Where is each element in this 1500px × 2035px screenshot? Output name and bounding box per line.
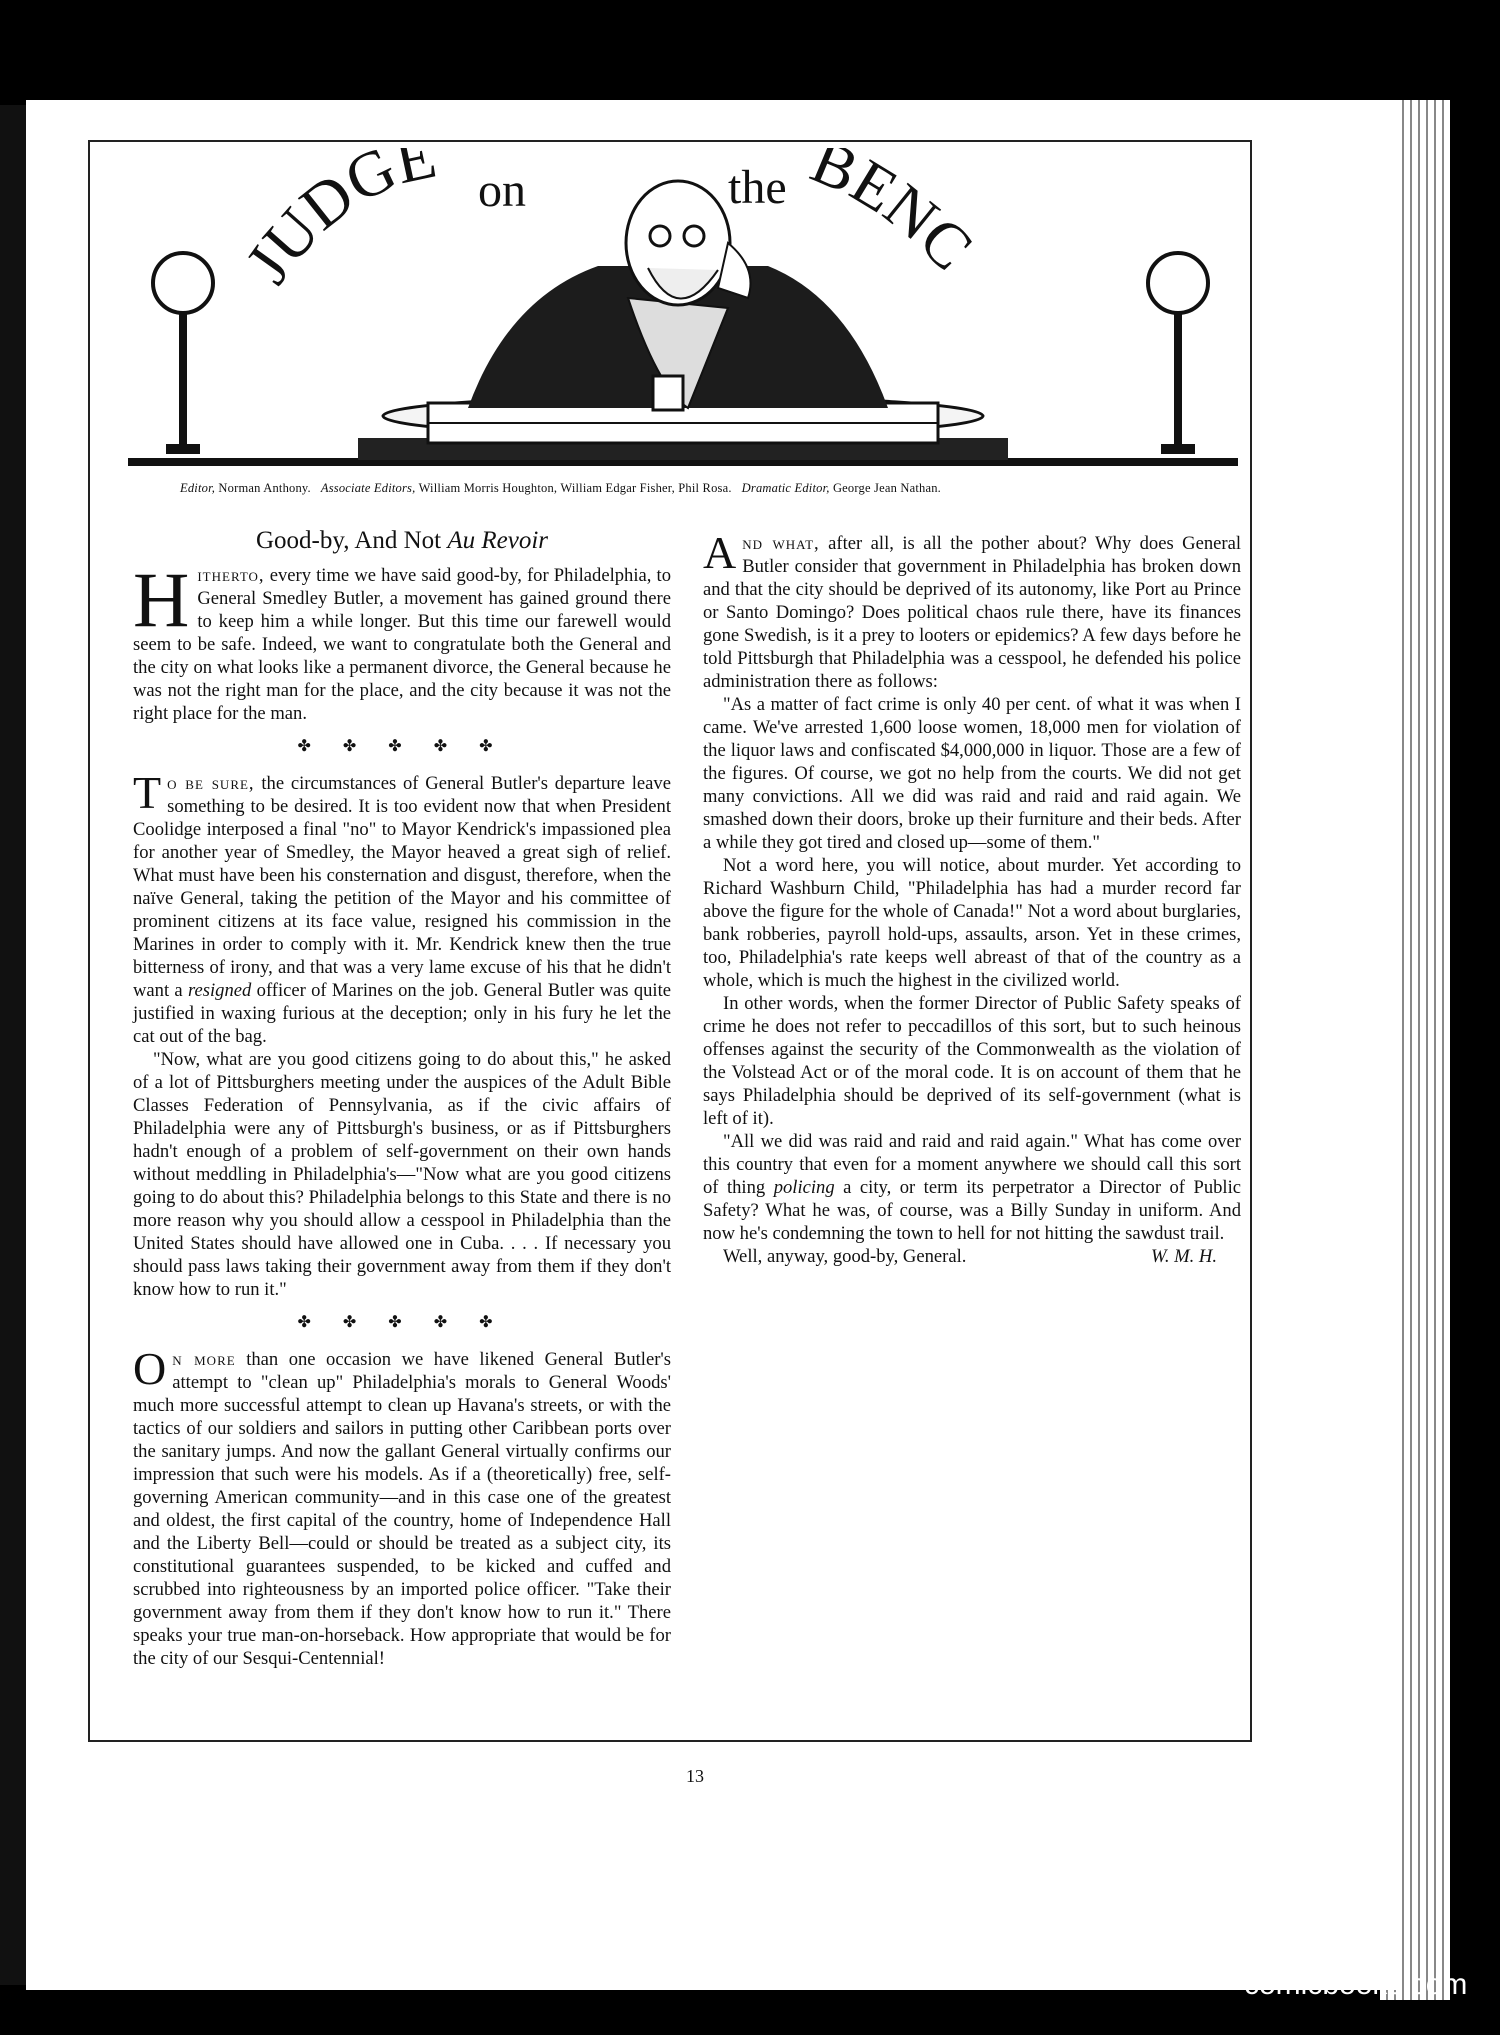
title-the: the <box>728 161 787 214</box>
p9-text-a: "All we did was raid and raid and raid again." What has come over this country that even for a moment anywhere we should call this sort of thing <box>703 1131 1241 1198</box>
paragraph-8: In other words, when the former Director of Public Safety speaks of crime he does not refer to peccadillos of this sort, but to such heinous offenses against the security of the Commonwealth as the violation of the Volstead Act or of the moral code. It is on account of them that he says Philadelphia should be deprived of its self-government (what is left of it). <box>703 993 1241 1129</box>
article-headline <box>133 526 671 556</box>
p2-text-a: the circumstances of General Butler's departure leave something to be desired. It is too evident now that when President Coolidge interposed a final "no" to Mayor Kendrick's impassioned plea for another year of Smedley, the Mayor heaved a great sigh of relief. What must have been his consternation and disgust, therefore, when the naïve General, taking the petition of the Mayor and his committee of prominent citizens at its face value, resigned his commission in the Marines in order to comply with it. Mr. Kendrick knew then the true bitterness of irony, and that was a very lame excuse of his that he didn't want a <box>133 773 671 1001</box>
author-signature: W. M. H. <box>1151 1246 1217 1267</box>
p5-lead: nd what, <box>742 533 820 554</box>
paragraph-6: "As a matter of fact crime is only 40 per cent. of what it was when I came. We've arrested 1,600 loose women, 18,000 men for violation of the liquor laws and confiscated $4,000,000 in liquor. Those are a few of the figures. Of course, we got no help from the courts. We did not get many convictions. All we did was raid and raid and raid again. We smashed down their doors, broke up their furniture and their beds. After a while they got tired and closed up—some of them." <box>703 694 1241 853</box>
assoc-label: Associate Editors, <box>320 481 416 495</box>
p4-lead: n more <box>172 1349 236 1370</box>
dramatic-label: Dramatic Editor, <box>741 481 830 495</box>
drop-cap-a: A <box>703 527 737 578</box>
p1-lead: itherto, <box>197 565 265 586</box>
ornament-divider: ✤ ✤ ✤ ✤ ✤ <box>297 738 507 755</box>
paragraph-1 <box>133 556 671 725</box>
p4-text: than one occasion we have likened General Butler's attempt to "clean up" Philadelphia's morals to General Woods' much more successful attempt to clean up Havana's streets, or with the tactics of our soldiers and sailors in putting other Caribbean ports over the sanitary jumps. And now the gallant General virtually confirms our impression that such were his models. As if a (theoretically) free, self-governing American community—and in this case one of the greatest and oldest, the first capital of the country, home of Independence Hall and the Liberty Bell—could or should be treated as a subject city, its constitutional guarantees suspended, to be kicked and cuffed and scrubbed into righteousness by an imported police officer. "Take their government away from them if they don't know how to run it." There speaks your true man-on-horseback. How appropriate that would be for the city of our Sesqui-Centennial! <box>133 1349 671 1669</box>
column-left <box>133 526 671 1670</box>
paragraph-7: Not a word here, you will notice, about murder. Yet according to Richard Washburn Child, "Philadelphia has had a murder record far above the figure for the whole of Canada!" Not a word about burglaries, bank robberies, payroll hold-ups, assaults, arson. Yet in these crimes, too, Philadelphia's rate keeps well abreast of that of the country as a whole, which is much the highest in the civilized world. <box>703 855 1241 991</box>
paragraph-3: "Now, what are you good citizens going to do about this," he asked of a lot of Pittsburghers meeting under the auspices of the Adult Bible Classes Federation of Pennsylvania, as if the civic affairs of Philadelphia were any of Pittsburgh's business, or as if Pittsburghers hadn't enough of a problem of self-government on their own hands without meddling in Philadelphia's—"Now what are you good citizens going to do about this? Philadelphia belongs to this State and there is no more reason why you should allow a cesspool in Philadelphia than the United States should have allowed one in Cuba. . . . If necessary you should pass laws taking their government away from them if they don't know how to run it." <box>133 1049 671 1300</box>
p2-italic: resigned <box>187 980 252 1001</box>
drop-cap-h: H <box>133 556 190 643</box>
paragraph-5 <box>703 527 1242 693</box>
title-bench: BENC <box>801 148 987 284</box>
assoc-names: William Morris Houghton, William Edgar Fisher, Phil Rosa. <box>418 481 732 495</box>
p2-lead: o be sure, <box>167 773 255 794</box>
headline-main: Good-by, And Not <box>255 527 442 554</box>
p9-italic: policing <box>773 1177 835 1198</box>
paragraph-10 <box>703 1245 1241 1268</box>
column-right <box>703 526 1241 1268</box>
ornament-divider: ✤ ✤ ✤ ✤ ✤ <box>297 1314 507 1331</box>
p2-text-b: officer of Marines on the job. General Butler was quite justified in waxing furious at the deception; only in his fury he let the cat out of the bag. <box>133 980 671 1047</box>
facing-page-edge <box>0 105 26 1985</box>
svg-text:JUDGE <box>232 148 442 296</box>
editor-label: Editor, <box>180 481 216 495</box>
dramatic-name: George Jean Nathan. <box>832 481 941 495</box>
paragraph-4 <box>133 1343 671 1670</box>
title-on: on <box>478 164 526 217</box>
editorial-credits <box>180 481 1240 496</box>
p5-text: after all, is all the pother about? Why does General Butler consider that government in Philadelphia has broken down and that the city should be deprived of its autonomy, like Port au Prince or Santo Domingo? Does political chaos rule there, have its finances gone Swedish, is it a prey to looters or epidemics? A few days before he told Pittsburgh that Philadelphia was a cesspool, he defended his police administration there as follows: <box>703 533 1242 692</box>
title-judge: JUDGE <box>231 148 442 296</box>
drop-cap-o: O <box>133 1343 167 1394</box>
masthead-illustration <box>128 148 1238 478</box>
p10-text: Well, anyway, good-by, General. <box>723 1246 967 1267</box>
paragraph-2 <box>133 767 671 1048</box>
p1-text: every time we have said good-by, for Philadelphia, to General Smedley Butler, a movement has gained ground there to keep him a while longer. But this time our farewell would seem to be safe. Indeed, we want to congratulate both the General and the city on what looks like a permanent divorce, the General because he was not the right man for the place, and the city because it was not the right place for the man. <box>133 565 671 724</box>
drop-cap-t: T <box>133 767 162 818</box>
editor-name: Norman Anthony. <box>218 481 311 495</box>
watermark: comicbooks.com <box>1244 1968 1468 2001</box>
judge-illustration <box>128 148 1238 478</box>
headline-italic: Au Revoir <box>447 527 549 554</box>
paragraph-9 <box>703 1130 1241 1245</box>
page-number: 13 <box>686 1766 704 1786</box>
p9-text-b: a city, or term its perpetrator a Director of Public Safety? What he was, of course, was a Billy Sunday in uniform. And now he's condemning the town to hell for not hitting the sawdust trail. <box>703 1177 1241 1244</box>
